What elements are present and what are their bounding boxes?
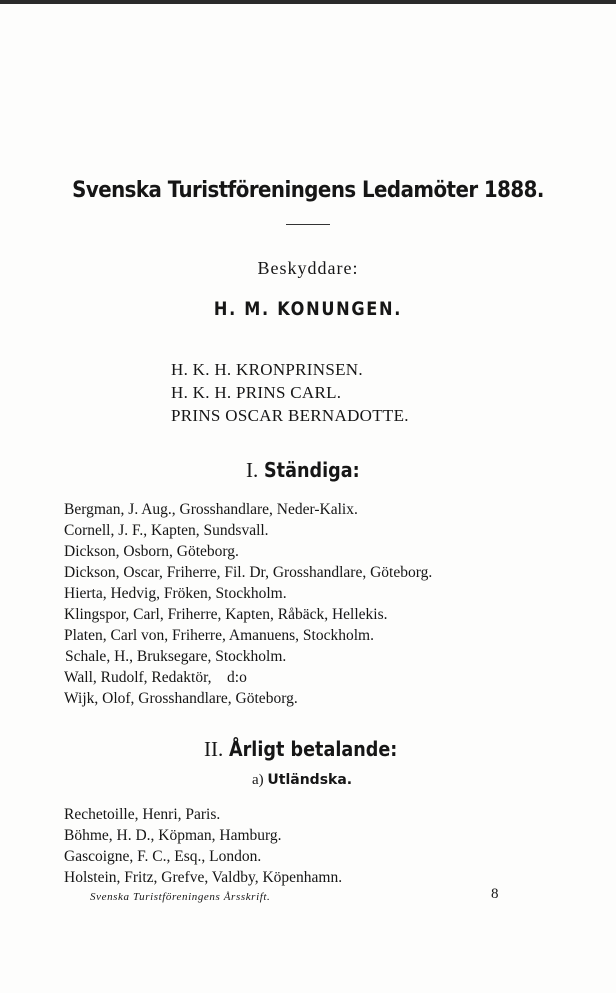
section-numeral: I. — [246, 458, 259, 482]
king-heading: H. M. KONUNGEN. — [213, 298, 403, 320]
top-border-line — [0, 0, 616, 4]
member-entry: Klingspor, Carl, Friherre, Kapten, Råbäck, Hellekis. — [64, 606, 388, 623]
page-number: 8 — [491, 886, 499, 902]
title-divider — [286, 224, 330, 225]
section-title: Årligt betalande: — [228, 737, 397, 761]
royal-patron: H. K. H. PRINS CARL. — [171, 383, 342, 402]
member-entry: Gascoigne, F. C., Esq., London. — [64, 848, 262, 865]
section-heading-permanent — [246, 458, 372, 483]
member-entry: Böhme, H. D., Köpman, Hamburg. — [64, 827, 282, 844]
royal-patron: PRINS OSCAR BERNADOTTE. — [171, 406, 409, 425]
member-entry: Cornell, J. F., Kapten, Sundsvall. — [64, 522, 269, 539]
section-numeral: II. — [204, 737, 224, 761]
footer-journal-title: Svenska Turistföreningens Årsskrift. — [90, 891, 271, 903]
member-entry: Platen, Carl von, Friherre, Amanuens, Stockholm. — [64, 627, 374, 644]
member-entry: Wijk, Olof, Grosshandlare, Göteborg. — [64, 690, 298, 707]
section-heading-annual — [204, 737, 420, 762]
member-entry: Holstein, Fritz, Grefve, Valdby, Köpenhamn. — [64, 869, 343, 886]
section-title: Ständiga: — [263, 458, 360, 482]
member-entry: Bergman, J. Aug., Grosshandlare, Neder-Kalix. — [64, 501, 358, 518]
subsection-marker: a) — [252, 772, 264, 788]
member-entry: Schale, H., Bruksegare, Stockholm. — [65, 648, 287, 665]
subsection-heading-foreign — [252, 772, 352, 789]
member-entry: Rechetoille, Henri, Paris. — [64, 806, 221, 823]
member-entry: Dickson, Osborn, Göteborg. — [64, 543, 239, 560]
subsection-label: Utländska. — [267, 772, 353, 788]
royal-patron: H. K. H. KRONPRINSEN. — [171, 360, 363, 379]
page-title: Svenska Turistföreningens Ledamöter 1888. — [72, 178, 544, 203]
member-entry: Hierta, Hedvig, Fröken, Stockholm. — [64, 585, 287, 602]
member-entry: Wall, Rudolf, Redaktör, d:o — [64, 669, 247, 686]
member-entry: Dickson, Oscar, Friherre, Fil. Dr, Grosshandlare, Göteborg. — [64, 564, 433, 581]
patron-label: Beskyddare: — [257, 258, 359, 278]
